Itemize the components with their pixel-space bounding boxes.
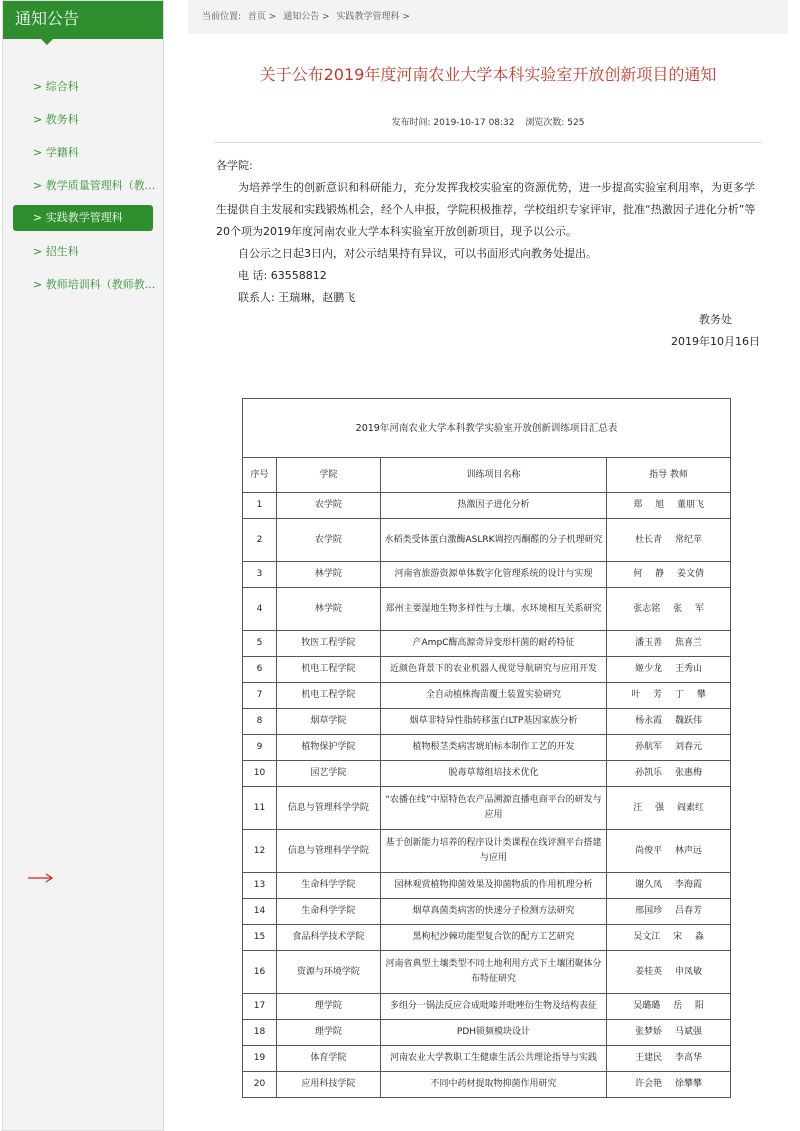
- table-row: [243, 899, 731, 925]
- cell-no: 5: [243, 631, 277, 657]
- cell-project: 脱毒草莓组培技术优化: [380, 761, 607, 787]
- header-teachers: 指导 教师: [607, 458, 731, 493]
- cell-project: 不同中药材提取物抑菌作用研究: [380, 1072, 607, 1098]
- breadcrumb-home[interactable]: 首页 >: [247, 12, 277, 22]
- cell-project: 产AmpC酶高源奇异变形杆菌的耐药特征: [380, 631, 607, 657]
- header-college: 学院: [276, 458, 380, 493]
- arrow-right-icon: [28, 873, 54, 883]
- cell-no: 17: [243, 994, 277, 1020]
- cell-college: 林学院: [276, 562, 380, 588]
- cell-teachers: 王建民 李高华: [607, 1046, 731, 1072]
- view-count: 浏览次数: 525: [525, 118, 585, 128]
- cell-teachers: 吴璐璐 岳 阳: [607, 994, 731, 1020]
- cell-college: 食品科学技术学院: [276, 925, 380, 951]
- project-table-wrap: [242, 398, 732, 1098]
- table-row: [243, 1020, 731, 1046]
- cell-no: 19: [243, 1046, 277, 1072]
- cell-college: 资源与环境学院: [276, 951, 380, 994]
- cell-teachers: 孙凯乐 张惠梅: [607, 761, 731, 787]
- paragraph-1: 为培养学生的创新意识和科研能力，充分发挥我校实验室的资源优势，进一步提高实验室利用率，为更多学生提供自主发展和实践锻炼机会，经个人申报，学院积极推荐，学校组织专家评审，批准“热激因子进化分析”等20个项为2019年度河南农业大学本科实验室开放创新项目，现予以公示。: [216, 181, 756, 238]
- table-caption: 2019年河南农业大学本科教学实验室开放创新训练项目汇总表: [243, 399, 731, 458]
- cell-teachers: 何 静 姜文倩: [607, 562, 731, 588]
- phone-line: 电 话: 63558812: [238, 269, 327, 282]
- breadcrumb-practice[interactable]: 实践教学管理科 >: [336, 12, 410, 22]
- cell-project: 烟草真菌类病害的快速分子检测方法研究: [380, 899, 607, 925]
- cell-teachers: 杜长青 常纪苹: [607, 519, 731, 562]
- cell-college: 理学院: [276, 994, 380, 1020]
- cell-college: 理学院: [276, 1020, 380, 1046]
- table-row: [243, 873, 731, 899]
- cell-teachers: 张志铭 张 军: [607, 588, 731, 631]
- cell-college: 应用科技学院: [276, 1072, 380, 1098]
- cell-college: 农学院: [276, 519, 380, 562]
- table-row: [243, 683, 731, 709]
- cell-college: 信息与管理科学学院: [276, 830, 380, 873]
- cell-college: 体育学院: [276, 1046, 380, 1072]
- table-row: [243, 519, 731, 562]
- cell-project: 园林观赏植物抑菌效果及抑菌物质的作用机理分析: [380, 873, 607, 899]
- cell-teachers: 张梦娇 马斌强: [607, 1020, 731, 1046]
- cell-project: 河南农业大学教职工生健康生活公共理论指导与实践: [380, 1046, 607, 1072]
- cell-no: 4: [243, 588, 277, 631]
- sidebar-item-quality-management[interactable]: > 教学质量管理科（教...: [33, 179, 156, 192]
- cell-no: 10: [243, 761, 277, 787]
- table-row: [243, 787, 731, 830]
- cell-project: PDH锁频模块设计: [380, 1020, 607, 1046]
- cell-college: 机电工程学院: [276, 657, 380, 683]
- cell-no: 9: [243, 735, 277, 761]
- main-content: [188, 0, 788, 1131]
- cell-no: 16: [243, 951, 277, 994]
- cell-project: 全自动植株掏苗覆土装置实验研究: [380, 683, 607, 709]
- cell-teachers: 郑 旭 董朋飞: [607, 493, 731, 519]
- cell-teachers: 谢久凤 李海霞: [607, 873, 731, 899]
- cell-no: 11: [243, 787, 277, 830]
- cell-teachers: 汪 强 阎素红: [607, 787, 731, 830]
- cell-college: 农学院: [276, 493, 380, 519]
- sidebar-item-general[interactable]: > 综合科: [33, 80, 79, 93]
- table-row: [243, 994, 731, 1020]
- cell-college: 植物保护学院: [276, 735, 380, 761]
- sidebar-title-notch: [41, 39, 53, 45]
- cell-no: 12: [243, 830, 277, 873]
- table-row: [243, 709, 731, 735]
- table-row: [243, 830, 731, 873]
- cell-teachers: 邢国珍 吕春芳: [607, 899, 731, 925]
- signature-date: 2019年10月16日: [671, 335, 760, 348]
- cell-no: 15: [243, 925, 277, 951]
- table-row: [243, 925, 731, 951]
- table-header-row: [243, 458, 731, 493]
- cell-college: 信息与管理科学学院: [276, 787, 380, 830]
- cell-teachers: 许会艳 徐攀攀: [607, 1072, 731, 1098]
- cell-project: 热激因子进化分析: [380, 493, 607, 519]
- cell-teachers: 孙航军 刘春元: [607, 735, 731, 761]
- cell-project: 河南省典型土壤类型不同土地利用方式下土壤团聚体分布特征研究: [380, 951, 607, 994]
- cell-no: 6: [243, 657, 277, 683]
- header-no: 序号: [243, 458, 277, 493]
- header-project: 训练项目名称: [380, 458, 607, 493]
- cell-teachers: 吴文江 宋 淼: [607, 925, 731, 951]
- sidebar-item-teacher-training[interactable]: > 教师培训科（教师教...: [33, 278, 156, 291]
- cell-project: 水稻类受体蛋白激酶ASLRK调控丙酮醛的分子机理研究: [380, 519, 607, 562]
- table-row: [243, 657, 731, 683]
- table-row: [243, 735, 731, 761]
- cell-no: 1: [243, 493, 277, 519]
- sidebar-item-academic-affairs[interactable]: > 教务科: [33, 113, 79, 126]
- breadcrumb: [188, 0, 788, 34]
- table-row: [243, 761, 731, 787]
- page-title: 关于公布2019年度河南农业大学本科实验室开放创新项目的通知: [259, 65, 717, 84]
- cell-college: 生命科学学院: [276, 873, 380, 899]
- cell-no: 7: [243, 683, 277, 709]
- cell-project: 植物根茎类病害琥珀标本制作工艺的开发: [380, 735, 607, 761]
- cell-college: 生命科学学院: [276, 899, 380, 925]
- sidebar-title-text: 通知公告: [15, 9, 80, 28]
- cell-project: 烟草非特异性脂转移蛋白LTP基因家族分析: [380, 709, 607, 735]
- cell-teachers: 杨永霞 魏跃伟: [607, 709, 731, 735]
- cell-college: 机电工程学院: [276, 683, 380, 709]
- cell-teachers: 叶 芳 丁 攀: [607, 683, 731, 709]
- contact-line: 联系人: 王瑞琳，赵鹏飞: [238, 291, 356, 304]
- article-meta: [188, 115, 788, 128]
- cell-teachers: 尚俊平 林声远: [607, 830, 731, 873]
- cell-no: 18: [243, 1020, 277, 1046]
- cell-college: 烟草学院: [276, 709, 380, 735]
- table-row: [243, 1072, 731, 1098]
- salutation: 各学院:: [216, 159, 253, 172]
- table-row: [243, 588, 731, 631]
- cell-project: 近颜色背景下的农业机器人视觉导航研究与应用开发: [380, 657, 607, 683]
- sidebar-menu: [3, 39, 163, 304]
- table-row: [243, 1046, 731, 1072]
- table-row: [243, 631, 731, 657]
- cell-no: 3: [243, 562, 277, 588]
- cell-no: 8: [243, 709, 277, 735]
- breadcrumb-prefix: 当前位置:: [202, 12, 242, 22]
- cell-no: 2: [243, 519, 277, 562]
- table-row: [243, 562, 731, 588]
- sidebar-item-admissions[interactable]: > 招生科: [33, 245, 79, 258]
- cell-teachers: 姜桂英 申凤敏: [607, 951, 731, 994]
- publish-time: 发布时间: 2019-10-17 08:32: [391, 118, 515, 128]
- project-table: [242, 398, 731, 1098]
- cell-project: 黑枸杞沙棘功能型复合饮的配方工艺研究: [380, 925, 607, 951]
- cell-teachers: 潘玉善 焦喜兰: [607, 631, 731, 657]
- cell-college: 园艺学院: [276, 761, 380, 787]
- cell-no: 14: [243, 899, 277, 925]
- cell-project: “农播在线”中原特色农产品溯源直播电商平台的研发与应用: [380, 787, 607, 830]
- cell-no: 20: [243, 1072, 277, 1098]
- cell-college: 林学院: [276, 588, 380, 631]
- cell-project: 郑州主要湿地生物多样性与土壤、水环境相互关系研究: [380, 588, 607, 631]
- breadcrumb-notices[interactable]: 通知公告 >: [283, 12, 330, 22]
- cell-project: 基于创新能力培养的程序设计类课程在线评测平台搭建与应用: [380, 830, 607, 873]
- cell-college: 牧医工程学院: [276, 631, 380, 657]
- sidebar-item-practice-teaching[interactable]: > 实践教学管理科: [13, 205, 153, 231]
- signer: 教务处: [699, 313, 732, 326]
- cell-no: 13: [243, 873, 277, 899]
- table-row: [243, 951, 731, 994]
- sidebar: [2, 0, 164, 1131]
- article-body: [188, 143, 788, 353]
- sidebar-item-student-status[interactable]: > 学籍科: [33, 146, 79, 159]
- sidebar-title: [3, 1, 163, 39]
- cell-teachers: 姬少龙 王秀山: [607, 657, 731, 683]
- cell-project: 多组分一锅法反应合成吡嗪并吡唑衍生物及结构表征: [380, 994, 607, 1020]
- table-row: [243, 493, 731, 519]
- paragraph-2: 自公示之日起3日内，对公示结果持有异议，可以书面形式向教务处提出。: [238, 247, 597, 260]
- cell-project: 河南省旅游资源单体数字化管理系统的设计与实现: [380, 562, 607, 588]
